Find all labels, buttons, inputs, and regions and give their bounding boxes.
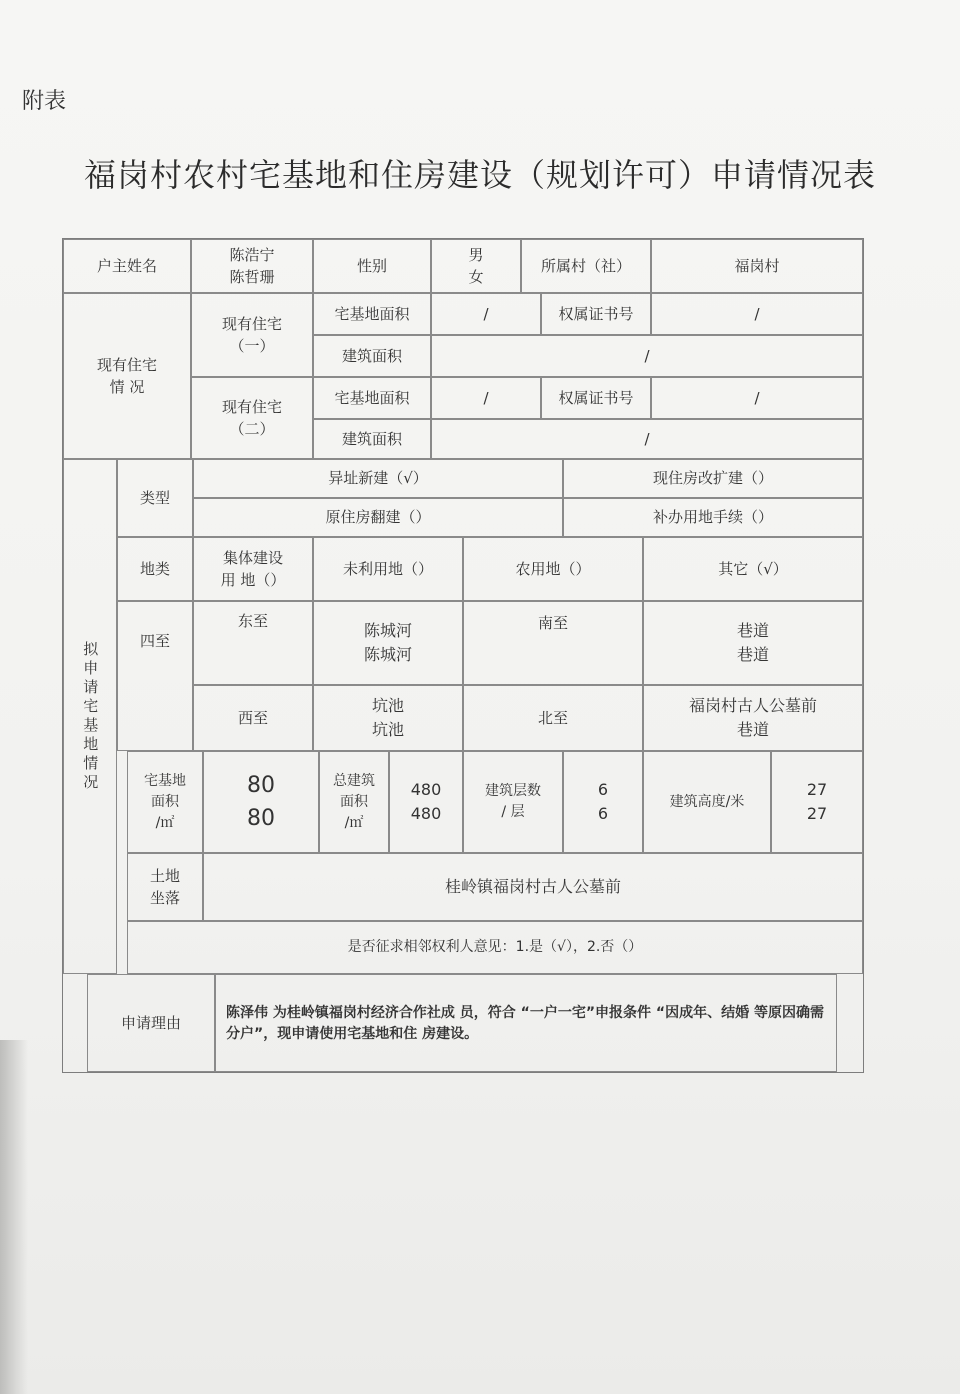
type-option-supplement: 补办用地手续（） (563, 498, 863, 537)
existing-house-1-line1: 现有住宅 (221, 314, 282, 333)
house2-site-area-label: 宅基地面积 (313, 377, 431, 419)
east-value-2: 陈城河 (363, 645, 412, 664)
east-value-1: 陈城河 (363, 621, 412, 640)
attachment-label: 附表 (22, 89, 67, 114)
existing-housing-label-line2: 情 况 (109, 378, 145, 396)
owner-name-2: 陈哲珊 (229, 268, 275, 286)
neighbor-opinion: 是否征求相邻权利人意见：1.是（√），2.否（） (127, 921, 863, 974)
site-area-value-2: 80 (247, 806, 275, 831)
land-class-label: 地类 (117, 537, 193, 601)
land-option-collective-line1: 集体建设 (222, 548, 283, 567)
site-area-label-line3: /㎡ (155, 814, 175, 831)
location-label-line1: 土地 (149, 866, 180, 885)
total-area-label (319, 751, 389, 853)
application-form-table (62, 238, 864, 1073)
existing-house-1-line2: （一） (229, 337, 275, 355)
east-label: 东至 (193, 601, 313, 685)
gender-1: 男 (468, 245, 484, 264)
west-label: 西至 (193, 685, 313, 751)
north-value-1: 福岗村古人公墓前 (688, 696, 817, 715)
gender-cell (431, 239, 521, 293)
house1-site-area-label: 宅基地面积 (313, 293, 431, 335)
floors-label-line2: / 层 (501, 804, 525, 820)
south-value-2: 巷道 (736, 645, 769, 664)
west-value-1: 坑池 (371, 696, 404, 715)
house1-cert-value: / (651, 293, 863, 335)
total-area-label-line1: 总建筑 (333, 772, 375, 789)
house2-cert-value: / (651, 377, 863, 419)
page-shadow (0, 1040, 28, 1394)
reason-label: 申请理由 (87, 974, 215, 1072)
south-value (643, 601, 863, 685)
floors-label (463, 751, 563, 853)
west-value (313, 685, 463, 751)
north-label: 北至 (463, 685, 643, 751)
existing-house-2-label (191, 377, 313, 459)
house2-build-area-label: 建筑面积 (313, 419, 431, 459)
west-value-2: 坑池 (371, 720, 404, 739)
existing-house-1-label (191, 293, 313, 377)
height-label: 建筑高度/米 (643, 751, 771, 853)
house2-site-area-value: / (431, 377, 541, 419)
land-option-unused: 未利用地（） (313, 537, 463, 601)
village-label: 所属村（社） (521, 239, 651, 293)
gender-2: 女 (468, 268, 484, 286)
gender-label: 性别 (313, 239, 431, 293)
owner-name-label: 户主姓名 (63, 239, 191, 293)
height-value-1: 27 (806, 780, 828, 799)
type-option-expand: 现住房改扩建（） (563, 459, 863, 498)
site-area-label (127, 751, 203, 853)
type-option-new-site: 异址新建（√） (193, 459, 563, 498)
east-value (313, 601, 463, 685)
village-value: 福岗村 (651, 239, 863, 293)
land-option-collective (193, 537, 313, 601)
total-area-value-2: 480 (410, 804, 442, 823)
house2-build-area-value: / (431, 419, 863, 459)
owner-name-cell (191, 239, 313, 293)
height-value-2: 27 (806, 804, 828, 823)
land-option-other: 其它（√） (643, 537, 863, 601)
existing-house-2-line1: 现有住宅 (221, 397, 282, 416)
site-area-label-line2: 面积 (151, 793, 179, 810)
total-area-value (389, 751, 463, 853)
north-value-2: 巷道 (736, 720, 769, 739)
boundaries-label: 四至 (117, 601, 193, 751)
total-area-label-line2: 面积 (340, 793, 368, 810)
location-value: 桂岭镇福岗村古人公墓前 (203, 853, 863, 921)
floors-value-1: 6 (597, 780, 609, 799)
type-option-rebuild: 原住房翻建（） (193, 498, 563, 537)
planned-homestead-label (63, 459, 117, 974)
reason-text: 陈泽伟 为桂岭镇福岗村经济合作社成 员，符合 “一户一宅”申报条件 “因成年、结婚 等原因确需分户”，现申请使用宅基地和住 房建设。 (215, 974, 837, 1072)
site-area-value-1: 80 (247, 773, 275, 798)
total-area-value-1: 480 (410, 780, 442, 799)
north-value (643, 685, 863, 751)
type-label: 类型 (117, 459, 193, 537)
site-area-value (203, 751, 319, 853)
south-label: 南至 (463, 601, 643, 685)
floors-label-line1: 建筑层数 (485, 783, 541, 799)
south-value-1: 巷道 (736, 621, 769, 640)
form-title: 福岗村农村宅基地和住房建设（规划许可）申请情况表 (83, 156, 876, 194)
land-option-collective-line2: 用 地（） (220, 571, 286, 589)
house1-cert-label: 权属证书号 (541, 293, 651, 335)
total-area-label-line3: /㎡ (344, 814, 364, 831)
land-option-agricultural: 农用地（） (463, 537, 643, 601)
house1-build-area-value: / (431, 335, 863, 377)
site-area-label-line1: 宅基地 (144, 772, 186, 789)
owner-name-1: 陈浩宁 (229, 245, 275, 264)
existing-house-2-line2: （二） (229, 420, 275, 438)
location-label-line2: 坐落 (149, 889, 180, 907)
height-value (771, 751, 863, 853)
existing-housing-label (63, 293, 191, 459)
floors-value-2: 6 (597, 804, 609, 823)
existing-housing-label-line1: 现有住宅 (96, 355, 157, 374)
location-label (127, 853, 203, 921)
house1-site-area-value: / (431, 293, 541, 335)
house2-cert-label: 权属证书号 (541, 377, 651, 419)
house1-build-area-label: 建筑面积 (313, 335, 431, 377)
planned-homestead-label-text: 拟申请宅基地情况 (81, 640, 100, 793)
floors-value (563, 751, 643, 853)
